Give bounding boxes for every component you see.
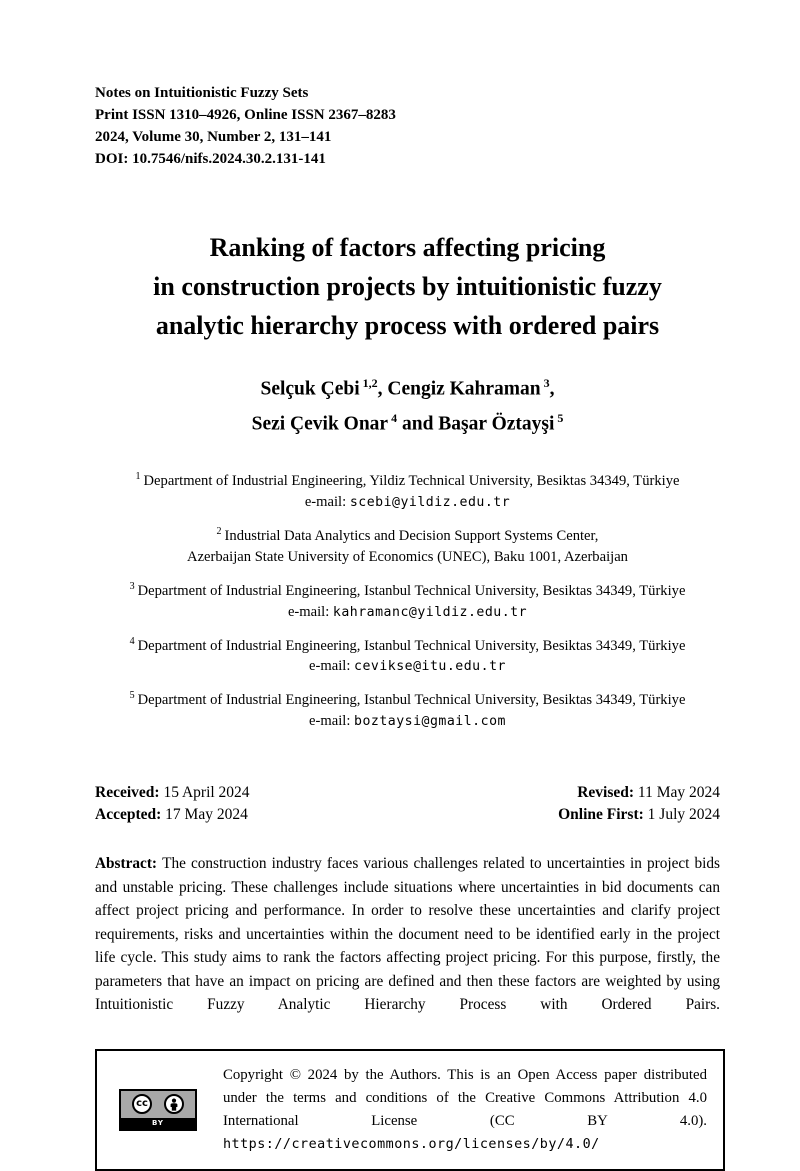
author-name: Selçuk Çebi xyxy=(260,378,360,400)
author-affil-ref: 4 xyxy=(391,410,398,425)
author-name: Başar Öztayşi xyxy=(438,413,555,434)
author-list xyxy=(95,369,720,438)
affil-text: Department of Industrial Engineering, Istanbul Technical University, Besiktas 34349, Türkiye xyxy=(137,692,686,709)
affiliation-2 xyxy=(95,521,720,568)
cc-by-badge xyxy=(119,1089,197,1131)
title-line-2: in construction projects by intuitionistic fuzzy xyxy=(153,272,662,301)
article-dates xyxy=(95,782,720,826)
received-date: Received: 15 April 2024 xyxy=(95,784,250,802)
affil-number: 1 xyxy=(135,471,141,482)
author-name: Cengiz Kahraman xyxy=(387,378,541,400)
author-affil-ref: 3 xyxy=(543,376,550,390)
title-line-1: Ranking of factors affecting pricing xyxy=(209,233,606,262)
affiliation-3 xyxy=(95,576,720,623)
copyright-text: Copyright © 2024 by the Authors. This is an Open Access paper distributed under the terms and conditions of the Creative Commons Attribution 4.0 International License (CC BY 4.0). https://creativecommons.org/licenses/by/4.0/ xyxy=(223,1066,707,1152)
author-line-1: Selçuk Çebi $^{1,2}$, Cengiz Kahraman $^3$, xyxy=(260,376,555,400)
affil-text: Department of Industrial Engineering, Istanbul Technical University, Besiktas 34349, Türkiye xyxy=(137,582,686,599)
affil-number: 4 xyxy=(129,635,135,647)
accepted-date: Accepted: 17 May 2024 xyxy=(95,806,248,824)
affiliation-5 xyxy=(95,685,720,732)
abstract xyxy=(95,852,720,1017)
affil-text-line2: Azerbaijan State University of Economics (UNEC), Baku 1001, Azerbaijan xyxy=(187,548,628,565)
abstract-label: Abstract: xyxy=(95,855,163,873)
journal-name: Notes on Intuitionistic Fuzzy Sets xyxy=(95,85,309,101)
journal-volume: 2024, Volume 30, Number 2, 131–141 xyxy=(95,129,332,145)
affil-number: 5 xyxy=(129,690,135,702)
author-affil-ref: 5 xyxy=(557,410,564,425)
affiliation-1 xyxy=(95,466,720,513)
abstract-text: The construction industry faces various challenges related to uncertainties in project bids and unstable pricing. These challenges include situations where uncertainties in bid documents can affect project pricing and performance. In order to resolve these uncertainties and clarify project requirements, risks and uncertainties within the document need to be identified early in the project life cycle. This study aims to rank the factors affecting project pricing. For this purpose, firstly, the parameters that have an impact on pricing are defined and then these factors are weighted by using Intuitionistic Fuzzy Analytic Hierarchy Process with Ordered Pairs. xyxy=(95,855,720,1014)
affil-number: 2 xyxy=(216,525,222,537)
journal-header xyxy=(95,82,720,170)
journal-issn: Print ISSN 1310–4926, Online ISSN 2367–8283 xyxy=(95,107,396,123)
email-label: e-mail: xyxy=(304,493,350,510)
email-label: e-mail: xyxy=(309,658,355,675)
title-line-3: analytic hierarchy process with ordered pairs xyxy=(155,311,660,340)
affiliation-4 xyxy=(95,631,720,678)
author-affil-ref: 1,2 xyxy=(362,376,378,390)
email-link[interactable]: kahramanc@yildiz.edu.tr xyxy=(332,604,528,620)
author-line-2: Sezi Çevik Onar $^4$ and Başar Öztayşi $^5$ xyxy=(251,410,564,434)
affil-text: Industrial Data Analytics and Decision Support Systems Center, xyxy=(224,527,599,544)
email-label: e-mail: xyxy=(287,603,333,620)
copyright-box xyxy=(95,1049,725,1171)
paper-title xyxy=(95,228,720,345)
affil-number: 3 xyxy=(129,580,135,592)
cc-icon: cc xyxy=(132,1094,152,1114)
attribution-person-icon xyxy=(164,1094,184,1114)
email-label: e-mail: xyxy=(309,713,355,730)
journal-doi: DOI: 10.7546/nifs.2024.30.2.131-141 xyxy=(95,151,326,167)
online-first-date: Online First: 1 July 2024 xyxy=(558,806,720,824)
email-link[interactable]: boztaysi@gmail.com xyxy=(354,714,506,730)
revised-date: Revised: 11 May 2024 xyxy=(577,784,720,802)
author-name: Sezi Çevik Onar xyxy=(251,413,389,434)
license-url-link[interactable]: https://creativecommons.org/licenses/by/4.0/ xyxy=(223,1136,600,1152)
by-label: BY xyxy=(121,1118,195,1129)
affiliations xyxy=(95,466,720,732)
affil-text: Department of Industrial Engineering, Istanbul Technical University, Besiktas 34349, Türkiye xyxy=(137,637,686,654)
email-link[interactable]: scebi@yildiz.edu.tr xyxy=(349,494,511,510)
email-link[interactable]: cevikse@itu.edu.tr xyxy=(354,659,506,675)
affil-text: Department of Industrial Engineering, Yildiz Technical University, Besiktas 34349, Türkiye xyxy=(143,472,680,489)
